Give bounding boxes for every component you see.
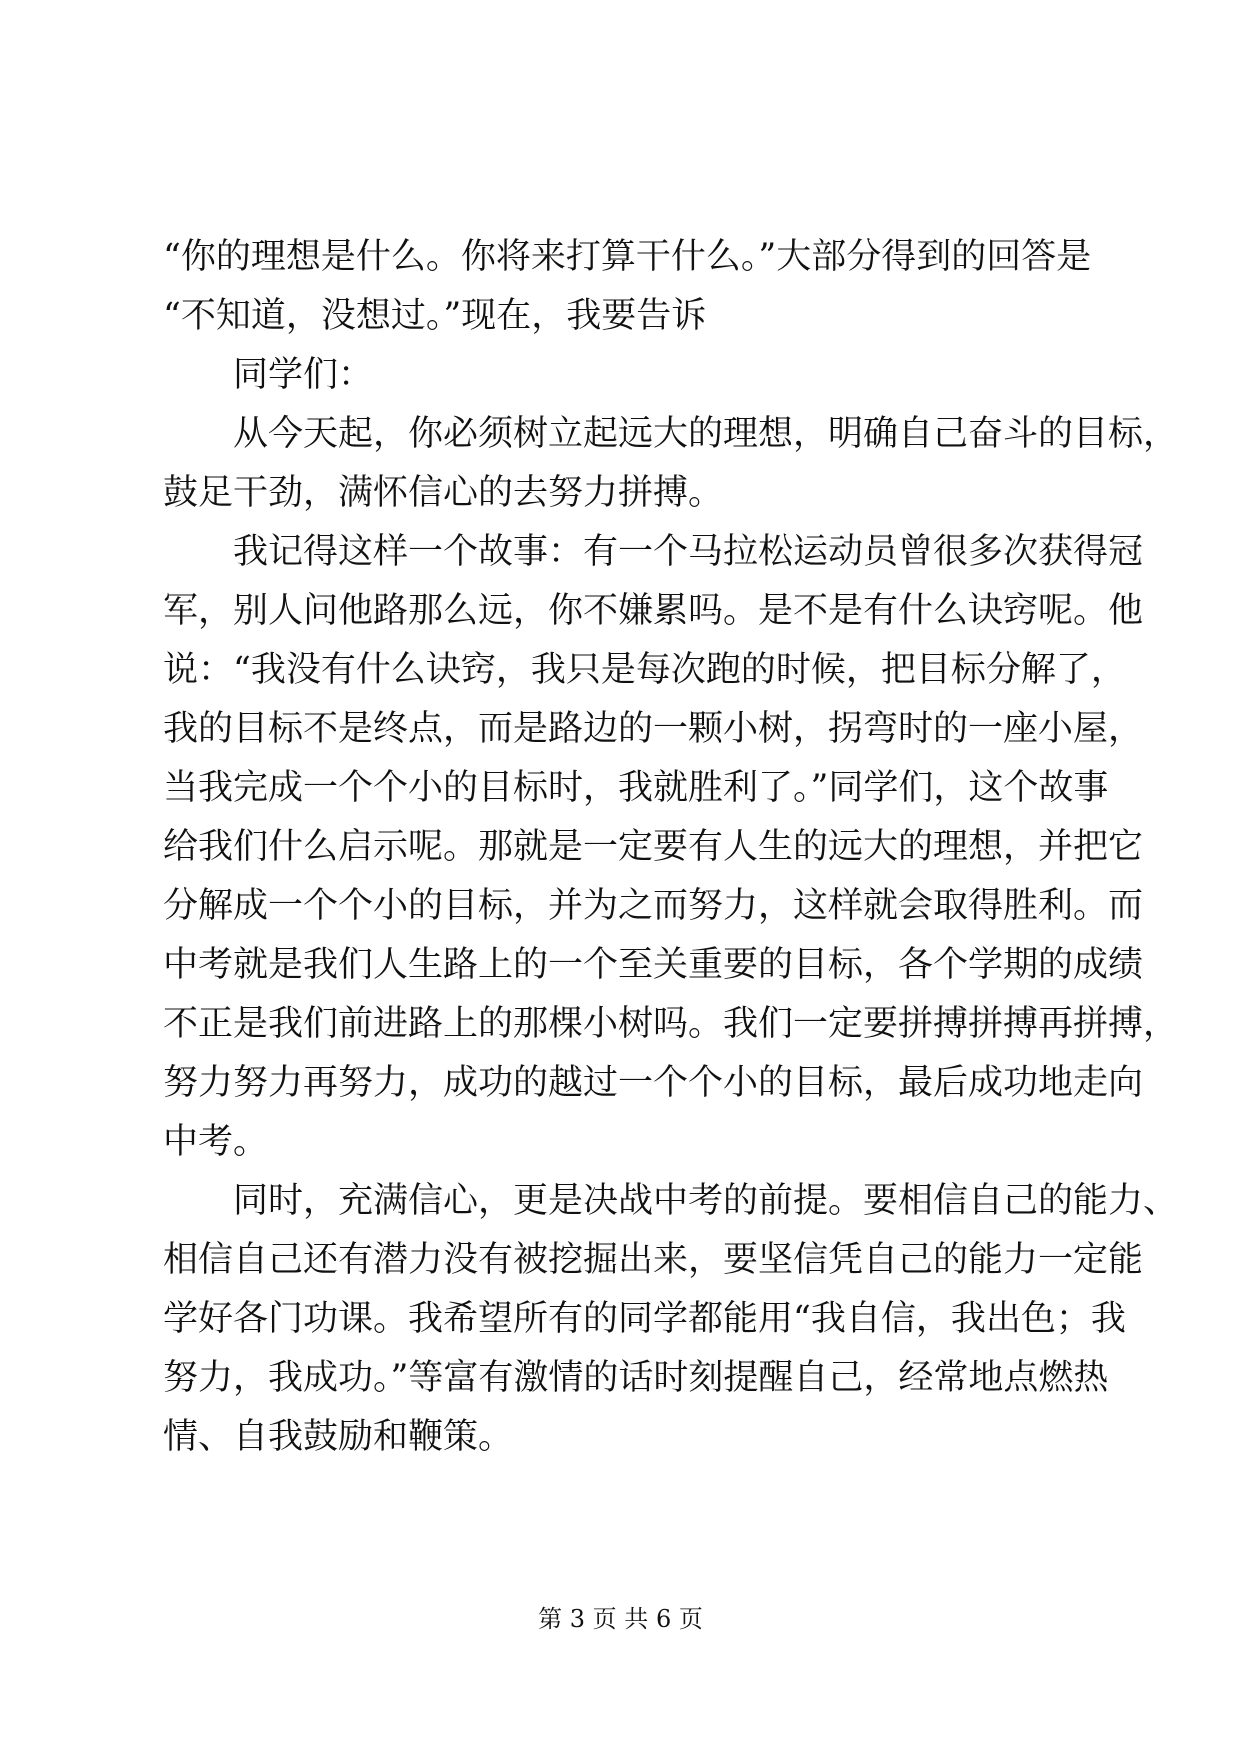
document-body — [163, 228, 1179, 1467]
text-line: 给我们什么启示呢。那就是一定要有人生的远大的理想，并把它 — [163, 827, 1144, 867]
text-line: 情、自我鼓励和鞭策。 — [163, 1417, 514, 1457]
text-line: 相信自己还有潜力没有被挖掘出来，要坚信凭自己的能力一定能 — [163, 1240, 1144, 1280]
text-line: 努力努力再努力，成功的越过一个个小的目标，最后成功地走向 — [163, 1063, 1144, 1103]
paragraph — [163, 523, 1179, 1172]
paragraph — [163, 1172, 1179, 1467]
text-line: 当我完成一个个小的目标时，我就胜利了。”同学们，这个故事 — [163, 768, 1109, 808]
text-line: 同时，充满信心，更是决战中考的前提。要相信自己的能力、 — [233, 1181, 1179, 1221]
text-line: 我记得这样一个故事：有一个马拉松运动员曾很多次获得冠 — [233, 532, 1144, 572]
text-line: 不正是我们前进路上的那棵小树吗。我们一定要拼搏拼搏再拼搏， — [163, 1004, 1179, 1044]
text-line: 中考。 — [163, 1122, 269, 1162]
text-line: 学好各门功课。我希望所有的同学都能用“我自信，我出色；我 — [163, 1299, 1126, 1339]
text-line: 我的目标不是终点，而是路边的一颗小树，拐弯时的一座小屋， — [163, 709, 1144, 749]
page-footer: 第 3 页 共 6 页 — [538, 1605, 703, 1633]
text-line: 从今天起，你必须树立起远大的理想，明确自己奋斗的目标， — [233, 414, 1179, 454]
paragraph — [163, 228, 1092, 346]
text-line: “你的理想是什么。你将来打算干什么。”大部分得到的回答是 — [163, 237, 1092, 277]
text-line: 努力，我成功。”等富有激情的话时刻提醒自己，经常地点燃热 — [163, 1358, 1109, 1398]
paragraph — [163, 346, 1083, 405]
paragraph — [163, 405, 1179, 523]
text-line: 分解成一个个小的目标，并为之而努力，这样就会取得胜利。而 — [163, 886, 1144, 926]
text-line: 中考就是我们人生路上的一个至关重要的目标，各个学期的成绩 — [163, 945, 1144, 985]
text-line: “不知道，没想过。”现在，我要告诉 — [163, 296, 707, 336]
text-line: 同学们： — [233, 355, 374, 395]
text-line: 军，别人问他路那么远，你不嫌累吗。是不是有什么诀窍呢。他 — [163, 591, 1144, 631]
text-line: 说：“我没有什么诀窍，我只是每次跑的时候，把目标分解了， — [163, 650, 1126, 690]
text-line: 鼓足干劲，满怀信心的去努力拼搏。 — [163, 473, 724, 513]
